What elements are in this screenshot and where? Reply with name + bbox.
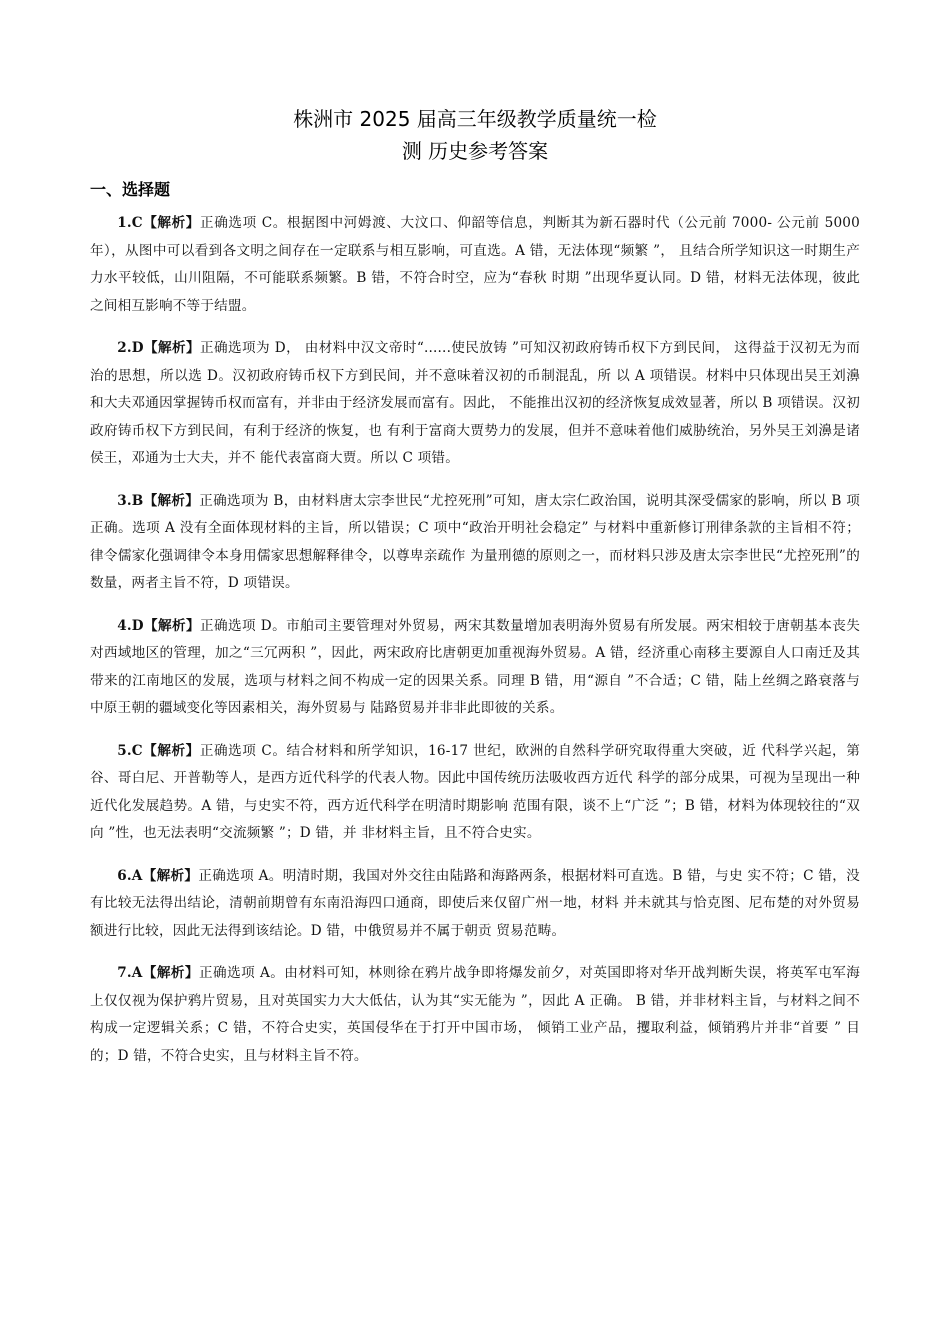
answer-text: 正确选项为 D， 由材料中汉文帝时“......使民放铸 ”可知汉初政府铸币权下方到民间， 这得益于汉初无为而治的思想，所以选 D。汉初政府铸币权下方到民间，并不意味着汉初的币制混乱，所 以 A 项错误。材料中只体现出吴王刘濞和大夫邓通因掌握铸币权而富有，并非由于经济发展而富有。因此， 不能推出汉初的经济恢复成效显著，所以 B 项错误。汉初政府铸币权下方到民间，有利于经济的恢复，也 有利于富商大贾势力的发展，但并不意味着他们威胁统治，另外吴王刘濞是诸侯王，邓通为士大夫，并不 能代表富商大贾。所以 C 项错。 — [90, 340, 860, 466]
analysis-tag: 【解析】 — [142, 215, 201, 231]
answer-text: 正确选项 A。明清时期，我国对外交往由陆路和海路两条，根据材料可直选。B 错，与史 实不符；C 错，没有比较无法得出结论，清朝前期曾有东南沿海四口通商，即使后来仅留广州一地，材料 并未就其与恰克图、尼布楚的对外贸易额进行比较，因此无法得到该结论。D 错，中俄贸易并不属于朝贡 贸易范畴。 — [90, 867, 860, 939]
analysis-tag: 【解析】 — [143, 340, 201, 356]
answer-text: 正确选项 A。由材料可知，林则徐在鸦片战争即将爆发前夕，对英国即将对华开战判断失误，将英军屯军海上仅仅视为保护鸦片贸易，且对英国实力大大低估，认为其“实无能为 ”，因此 A 正确。 B 错，并非材料主旨，与材料之间不构成一定逻辑关系；C 错，不符合史实，英国侵华在于打开中国市场， 倾销工业产品，攫取利益，倾销鸦片并非“首要 ” 目的；D 错，不符合史实，且与材料主旨不符。 — [90, 965, 860, 1064]
answer-number: 6.A — [117, 867, 143, 884]
answer-text: 正确选项为 B，由材料唐太宗李世民“尤控死刑”可知，唐太宗仁政治国，说明其深受儒家的影响，所以 B 项正确。选项 A 没有全面体现材料的主旨，所以错误；C 项中“政治开明社会稳定” 与材料中重新修订刑律条款的主旨相不符；律令儒家化强调律令本身用儒家思想解释律令，以尊卑亲疏作 为量刑德的原则之一，而材料只涉及唐太宗李世民“尤控死刑”的数量，两者主旨不符，D 项错误。 — [90, 492, 860, 591]
answer-item-7 — [90, 960, 860, 1070]
analysis-tag: 【解析】 — [142, 742, 200, 759]
answer-number: 4.D — [117, 617, 144, 634]
document-title-line2: 测 历史参考答案 — [401, 139, 549, 163]
answer-item-2 — [90, 335, 860, 473]
answer-item-4 — [90, 613, 860, 723]
answer-number: 1.C — [117, 215, 143, 231]
answer-text: 正确选项 C。根据图中河姆渡、大汶口、仰韶等信息，判断其为新石器时代（公元前 7000- 公元前 5000 年），从图中可以看到各文明之间存在一定联系与相互影响，可直选。A 错，无法体现“频繁 ”， 且结合所学知识这一时期生产力水平较低，山川阻隔，不可能联系频繁。B 错，不符合时空，应为“春秋 时期 ”出现华夏认同。D 错，材料无法体现，彼此之间相互影响不等于结盟。 — [90, 215, 860, 314]
document-title-line1: 株洲市 2025 届高三年级教学质量统一检 — [293, 107, 657, 131]
analysis-tag: 【解析】 — [142, 867, 199, 884]
answer-item-6 — [90, 863, 860, 946]
answer-item-5 — [90, 738, 860, 848]
answer-number: 5.C — [117, 742, 143, 759]
answer-text: 正确选项 D。市舶司主要管理对外贸易，两宋其数量增加表明海外贸易有所发展。两宋相较于唐朝基本丧失对西域地区的管理，加之“三冗两积 ”，因此，两宋政府比唐朝更加重视海外贸易。A 错，经济重心南移主要源自人口南迁及其带来的江南地区的发展，选项与材料之间不构成一定的因果关系。同理 B 错，用“源自 ”不合适；C 错，陆上丝绸之路衰落与中原王朝的疆域变化等因素相关，海外贸易与 陆路贸易并非非此即彼的关系。 — [90, 617, 860, 716]
analysis-tag: 【解析】 — [143, 492, 200, 509]
answer-item-1 — [90, 210, 860, 320]
answer-list — [90, 210, 860, 1085]
answer-item-3 — [90, 488, 860, 598]
answer-number: 2.D — [117, 340, 144, 356]
analysis-tag: 【解析】 — [142, 965, 199, 981]
answer-number: 3.B — [117, 492, 144, 509]
section-heading: 一、选择题 — [90, 180, 171, 199]
analysis-tag: 【解析】 — [143, 617, 201, 634]
answer-number: 7.A — [117, 965, 143, 981]
answer-text: 正确选项 C。结合材料和所学知识，16-17 世纪，欧洲的自然科学研究取得重大突破，近 代科学兴起，第谷、哥白尼、开普勒等人，是西方近代科学的代表人物。因此中国传统历法吸收西方近代 科学的部分成果，可视为呈现出一种近代化发展趋势。A 错，与史实不符，西方近代科学在明清时期影响 范围有限，谈不上“广泛 ”；B 错，材料为体现较往的“双向 ”性，也无法表明“交流频繁 ”；D 错，并 非材料主旨，且不符合史实。 — [90, 742, 860, 841]
